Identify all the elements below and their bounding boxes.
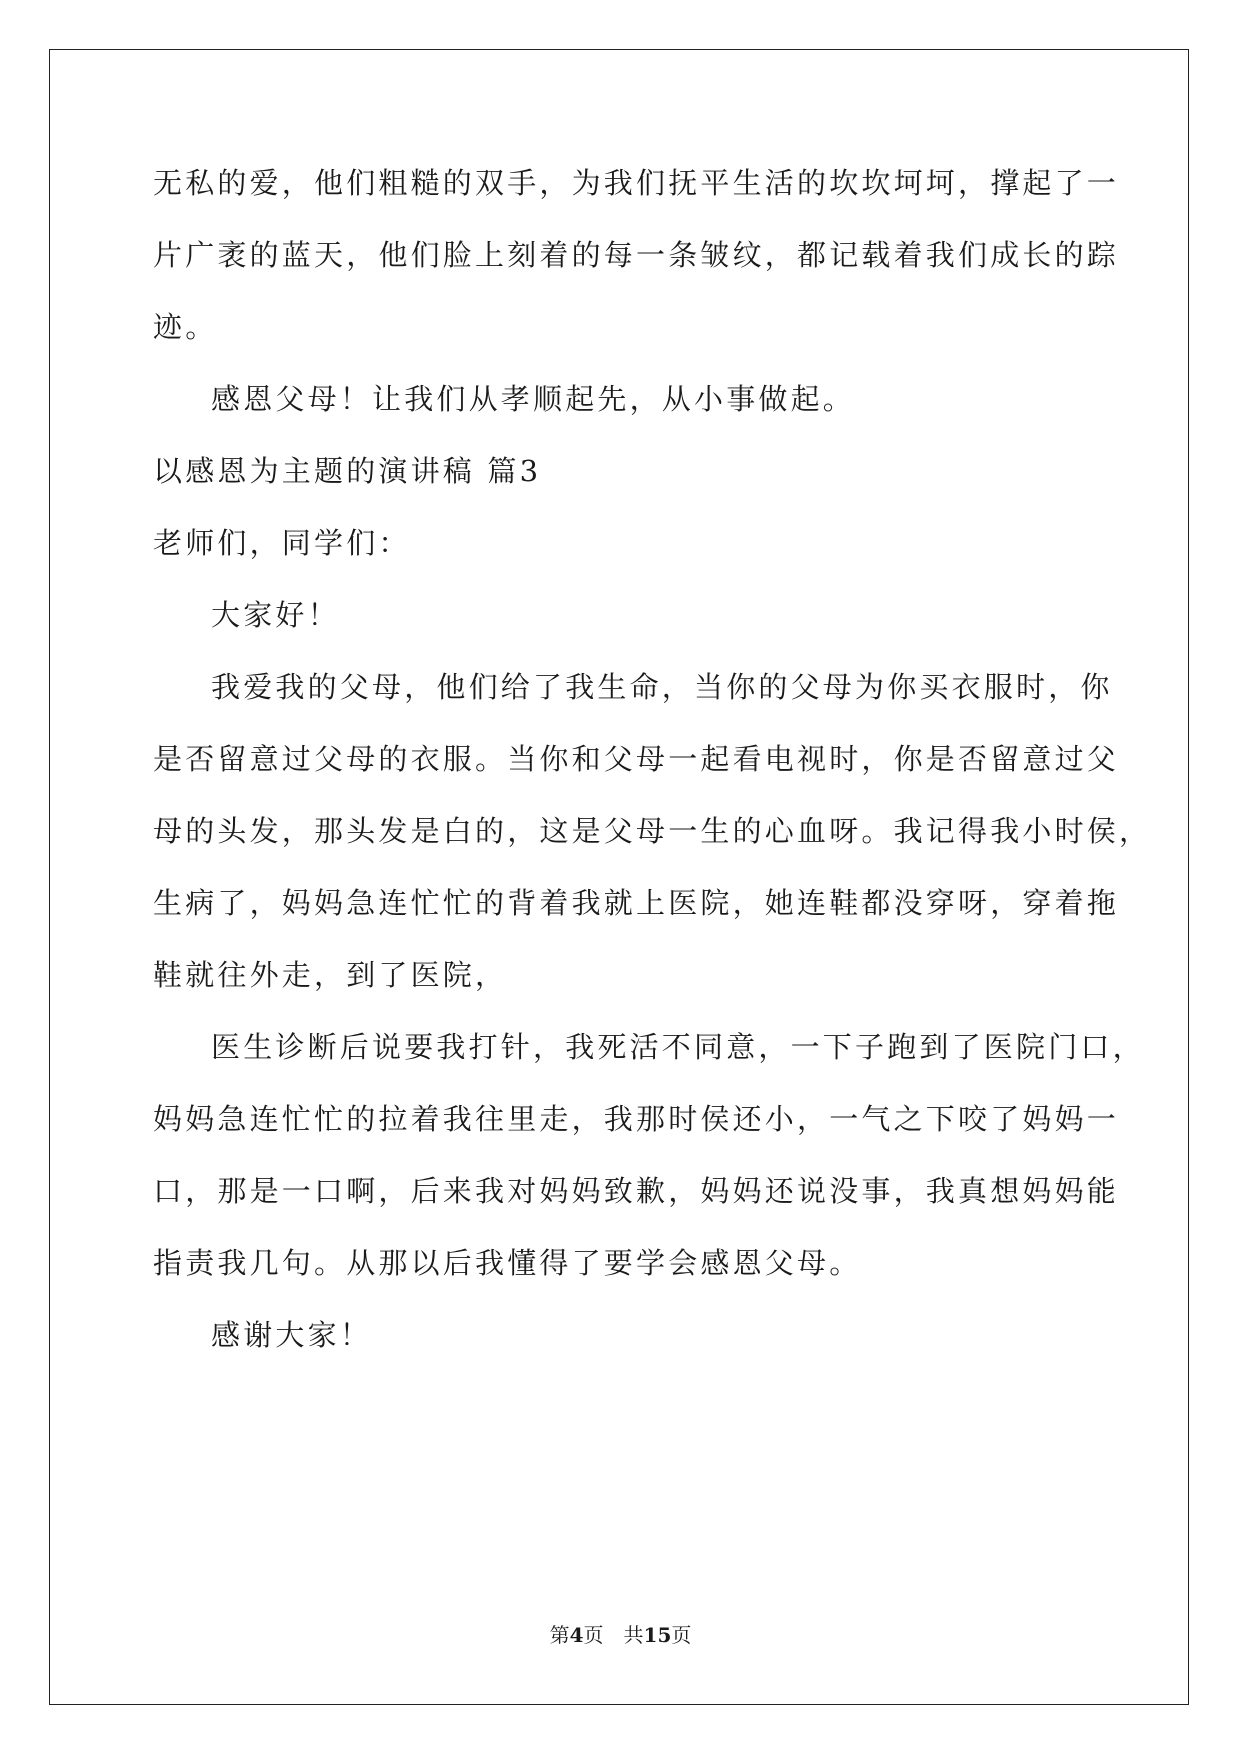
footer-mid: 页 共: [583, 1623, 644, 1647]
body-line: 生病了，妈妈急连忙忙的背着我就上医院，她连鞋都没穿呀，穿着拖: [153, 886, 1120, 920]
current-page-number: 4: [569, 1623, 584, 1647]
body-line: 指责我几句。从那以后我懂得了要学会感恩父母。: [153, 1246, 862, 1280]
body-line: 无私的爱，他们粗糙的双手，为我们抚平生活的坎坎坷坷，撑起了一: [153, 166, 1120, 200]
closing-line: 感谢大家！: [211, 1318, 373, 1352]
body-line: 鞋就往外走，到了医院，: [153, 958, 508, 992]
footer-prefix: 第: [549, 1623, 570, 1647]
total-pages-number: 15: [643, 1623, 672, 1647]
body-line: 是否留意过父母的衣服。当你和父母一起看电视时，你是否留意过父: [153, 742, 1120, 776]
body-line: 妈妈急连忙忙的拉着我往里走，我那时侯还小，一气之下咬了妈妈一: [153, 1102, 1120, 1136]
body-line: 感恩父母！让我们从孝顺起先，从小事做起。: [211, 382, 856, 416]
body-line: 我爱我的父母，他们给了我生命，当你的父母为你买衣服时，你: [211, 670, 1113, 704]
page-footer: [0, 1623, 1241, 1647]
body-line: 母的头发，那头发是白的，这是父母一生的心血呀。我记得我小时侯，: [153, 814, 1152, 848]
body-line: 医生诊断后说要我打针，我死活不同意，一下子跑到了医院门口，: [211, 1030, 1145, 1064]
body-line: 迹。: [153, 310, 218, 344]
body-line: 口，那是一口啊，后来我对妈妈致歉，妈妈还说没事，我真想妈妈能: [153, 1174, 1120, 1208]
page-border: [49, 49, 1189, 1705]
salutation: 老师们，同学们：: [153, 526, 411, 560]
footer-suffix: 页: [671, 1623, 692, 1647]
greeting: 大家好！: [211, 598, 340, 632]
section-heading: 以感恩为主题的演讲稿 篇3: [153, 454, 542, 488]
body-line: 片广袤的蓝天，他们脸上刻着的每一条皱纹，都记载着我们成长的踪: [153, 238, 1120, 272]
